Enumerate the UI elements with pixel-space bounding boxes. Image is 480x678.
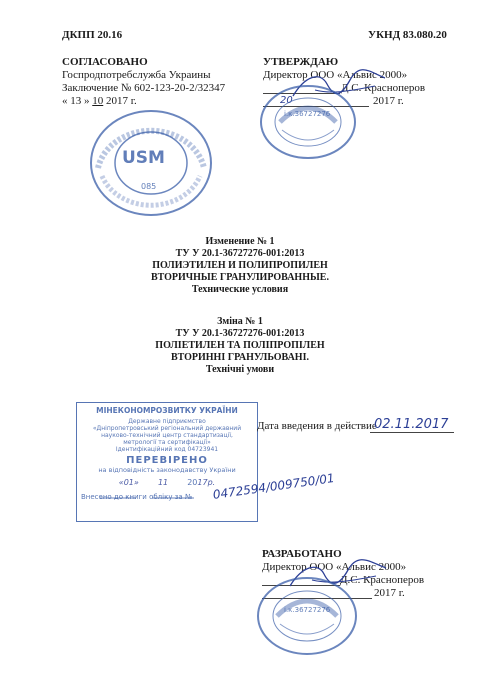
approved-left-org: Госпродпотребслужба Украины bbox=[62, 69, 211, 81]
verification-stamp-line6: Ідентифікаційний код 04723941 bbox=[115, 446, 219, 453]
title-ua-line2: ТУ У 20.1-36727276-001:2013 bbox=[175, 328, 305, 339]
developed-name: Д.С. Красноперов bbox=[340, 574, 425, 586]
verification-stamp bbox=[76, 402, 258, 522]
approved-right-position: Директор ООО «Альвис 2000» bbox=[263, 69, 408, 81]
verification-stamp-date-day: «01» bbox=[118, 478, 139, 487]
approved-right-handwritten-day: 20 bbox=[280, 95, 293, 106]
company-stamp-top-code: і.к.36727276 bbox=[284, 110, 331, 118]
approved-left-date bbox=[62, 95, 262, 108]
title-ua-line5: Технічні умови bbox=[205, 364, 275, 375]
effective-date-handwritten: 02.11.2017 bbox=[374, 417, 449, 432]
approved-right-date: 2017 г. bbox=[373, 95, 404, 107]
approved-left-date-month: 10 bbox=[92, 95, 104, 107]
effective-date-line bbox=[370, 432, 454, 433]
company-stamp-top bbox=[258, 82, 358, 162]
title-ua-line4: ВТОРИННІ ГРАНУЛЬОВАНІ. bbox=[171, 352, 309, 363]
company-stamp-bottom-code: і.к.36727276 bbox=[284, 606, 331, 614]
verification-stamp-line5: метрології та сертифікації» bbox=[123, 439, 211, 446]
title-ru-line4: ВТОРИЧНЫЕ ГРАНУЛИРОВАННЫЕ. bbox=[151, 272, 329, 283]
title-ru-line5: Технические условия bbox=[191, 284, 289, 295]
verification-stamp-checked: ПЕРЕВІРЕНО bbox=[126, 455, 208, 466]
company-stamp-bottom bbox=[255, 574, 359, 658]
title-ru-line3: ПОЛИЭТИЛЕН И ПОЛИПРОПИЛЕН bbox=[152, 260, 328, 271]
verification-stamp-date-month: 11 bbox=[157, 478, 169, 487]
verification-stamp-registered: Внесено до книги обліку за № bbox=[81, 493, 193, 501]
verification-stamp-line4: науково-технічний центр стандартизації, bbox=[101, 432, 233, 439]
approved-right-name: Д.С. Красноперов bbox=[341, 82, 426, 94]
header-right-code: УКНД 83.080.20 bbox=[368, 29, 447, 41]
verification-stamp-line2: Державне підприємство bbox=[128, 418, 206, 425]
verification-stamp-line1: МІНЕКОНОМРОЗВИТКУ УКРАЇНИ bbox=[96, 406, 238, 415]
verification-stamp-date-year-hand: 17р. bbox=[197, 478, 216, 487]
developed-position: Директор ООО «Альвис 2000» bbox=[262, 561, 407, 573]
developed-date: 2017 г. bbox=[374, 587, 405, 599]
header-left-code: ДКПП 20.16 bbox=[62, 29, 123, 41]
approved-left-date-day: « 13 » bbox=[62, 95, 90, 107]
approved-left-date-year: 2017 г. bbox=[106, 95, 137, 107]
title-ru-line1: Изменение № 1 bbox=[205, 236, 275, 247]
title-ru-line2: ТУ У 20.1-36727276-001:2013 bbox=[175, 248, 305, 259]
approved-right-title: УТВЕРЖДАЮ bbox=[263, 56, 339, 68]
registration-number-handwritten: 0472594/009750/01 bbox=[212, 470, 336, 502]
title-ua-line3: ПОЛІЕТИЛЕН ТА ПОЛІПРОПІЛЕН bbox=[155, 340, 325, 351]
approved-left-title: СОГЛАСОВАНО bbox=[62, 56, 148, 68]
title-ua-block bbox=[0, 316, 480, 376]
verification-stamp-compliance: на відповідність законодавству України bbox=[98, 466, 236, 474]
developed-title: РАЗРАБОТАНО bbox=[262, 548, 342, 560]
usm-stamp-number: 085 bbox=[141, 182, 157, 191]
effective-date-label: Дата введения в действие bbox=[257, 420, 377, 432]
title-ua-line1: Зміна № 1 bbox=[217, 316, 263, 327]
title-ru-block bbox=[0, 236, 480, 296]
verification-stamp-line3: «Дніпропетровський регіональний державний bbox=[92, 425, 242, 432]
approved-left-conclusion: Заключение № 602-123-20-2/32347 bbox=[62, 82, 226, 94]
approved-left-block bbox=[62, 56, 262, 108]
usm-stamp-center: USM bbox=[122, 148, 165, 168]
verification-stamp-date-year: 20 bbox=[187, 478, 198, 487]
